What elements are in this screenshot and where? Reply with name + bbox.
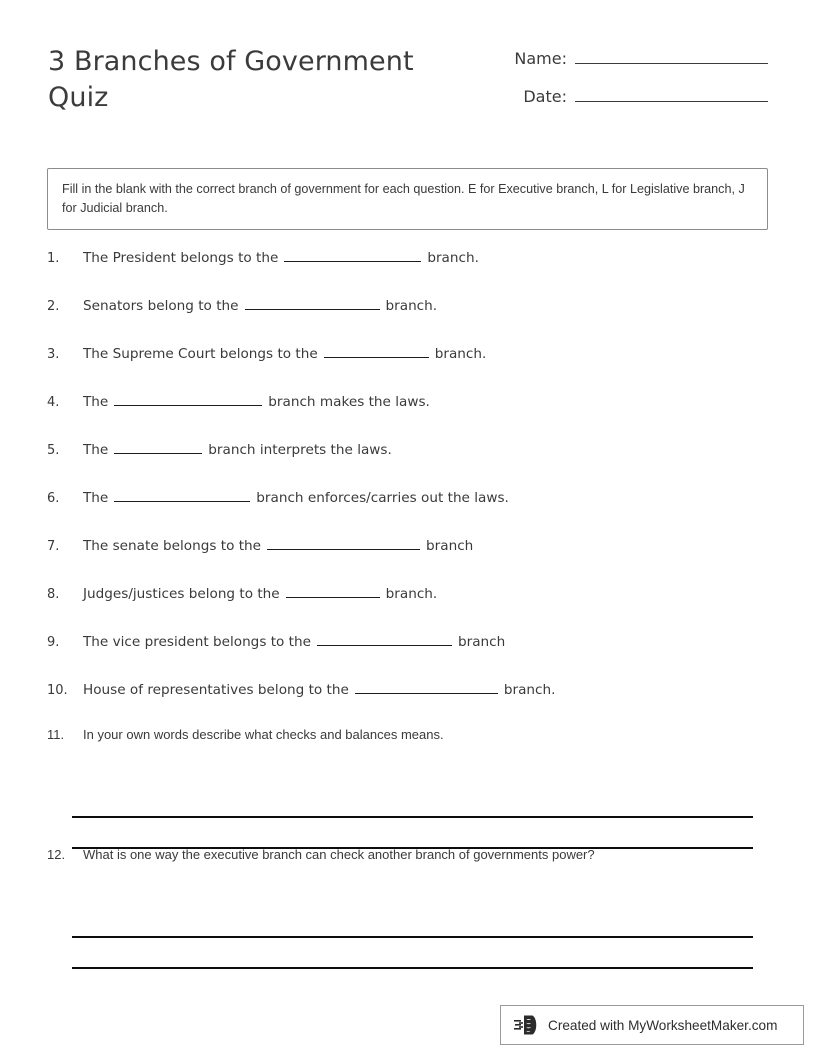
question-text-after-blank: branch enforces/carries out the laws. [256,490,509,506]
footer-attribution-badge[interactable] [500,1005,804,1045]
question-body [83,247,479,266]
question-text-after-blank: branch [458,634,506,650]
question-text-before-blank: What is one way the executive branch can check another branch of governments power? [83,847,595,862]
question-row [47,487,777,535]
question-text-before-blank: The [83,442,109,458]
question-body [83,295,437,314]
question-number: 11. [47,727,65,742]
question-text-before-blank: Judges/justices belong to the [83,586,280,602]
answer-blank[interactable] [317,631,452,646]
question-row [47,295,777,343]
answer-line[interactable] [72,938,753,969]
question-row [47,535,777,583]
question-number: 1. [47,251,60,266]
question-text-before-blank: The Supreme Court belongs to the [83,346,318,362]
name-input[interactable] [575,48,768,64]
question-number: 4. [47,395,60,410]
answer-blank[interactable] [114,439,202,454]
answer-line[interactable] [72,787,753,818]
question-text-before-blank: The vice president belongs to the [83,634,311,650]
question-text-before-blank: Senators belong to the [83,298,239,314]
question-row [47,343,777,391]
question-text-after-blank: branch interprets the laws. [208,442,392,458]
question-body [83,631,505,650]
question-text-after-blank: branch makes the laws. [268,394,430,410]
question-text-after-blank: branch. [427,250,479,266]
question-text-before-blank: The [83,394,109,410]
question-row [47,583,777,631]
question-text-before-blank: The President belongs to the [83,250,279,266]
page-header [0,0,816,140]
name-date-block [468,48,768,124]
answer-line[interactable] [72,818,753,849]
answer-blank[interactable] [114,391,262,406]
question-row [47,439,777,487]
question-number: 10. [47,683,68,698]
questions-list [47,247,777,967]
question-number: 9. [47,635,60,650]
question-body [83,487,509,506]
question-text-before-blank: In your own words describe what checks and balances means. [83,727,444,742]
question-text-after-blank: branch [426,538,474,554]
question-body [83,391,430,410]
answer-blank[interactable] [355,679,498,694]
question-text-after-blank: branch. [434,346,487,362]
question-text-before-blank: House of representatives belong to the [83,682,349,698]
question-body [83,727,444,742]
question-text-after-blank: branch. [503,682,556,698]
answer-blank[interactable] [284,247,421,262]
date-label: Date: [523,87,567,106]
instructions-text: Fill in the blank with the correct branch of government for each question. E for Executive branch, L for Legislative branch, J for Judicial branch. [62,182,745,215]
answer-blank[interactable] [114,487,250,502]
question-row [47,727,777,775]
answer-blank[interactable] [245,295,380,310]
question-body [83,535,473,554]
question-body [83,847,595,862]
answer-blank[interactable] [267,535,420,550]
instructions-box [47,168,768,230]
question-text-after-blank: branch. [385,298,438,314]
name-label: Name: [514,49,567,68]
question-text-before-blank: The senate belongs to the [83,538,262,554]
question-number: 8. [47,587,60,602]
free-response-answer-area [47,775,777,847]
date-field-row [468,86,768,124]
name-field-row [468,48,768,86]
question-row [47,391,777,439]
question-row [47,631,777,679]
question-row [47,247,777,295]
question-row [47,847,777,895]
page-title: 3 Branches of Government Quiz [48,46,414,113]
worksheet-maker-logo-icon [514,1014,540,1036]
question-body [83,439,392,458]
footer-attribution-text: Created with MyWorksheetMaker.com [548,1017,778,1033]
question-number: 7. [47,539,60,554]
answer-blank[interactable] [324,343,429,358]
question-number: 12. [47,847,66,862]
question-text-after-blank: branch. [385,586,438,602]
question-number: 5. [47,443,60,458]
free-response-answer-area [47,895,777,967]
answer-line[interactable] [72,907,753,938]
question-body [83,343,486,362]
question-number: 3. [47,347,60,362]
question-number: 2. [47,299,60,314]
question-row [47,679,777,727]
question-number: 6. [47,491,60,506]
date-input[interactable] [575,86,768,102]
question-body [83,679,555,698]
answer-blank[interactable] [286,583,380,598]
question-body [83,583,437,602]
question-text-before-blank: The [83,490,109,506]
